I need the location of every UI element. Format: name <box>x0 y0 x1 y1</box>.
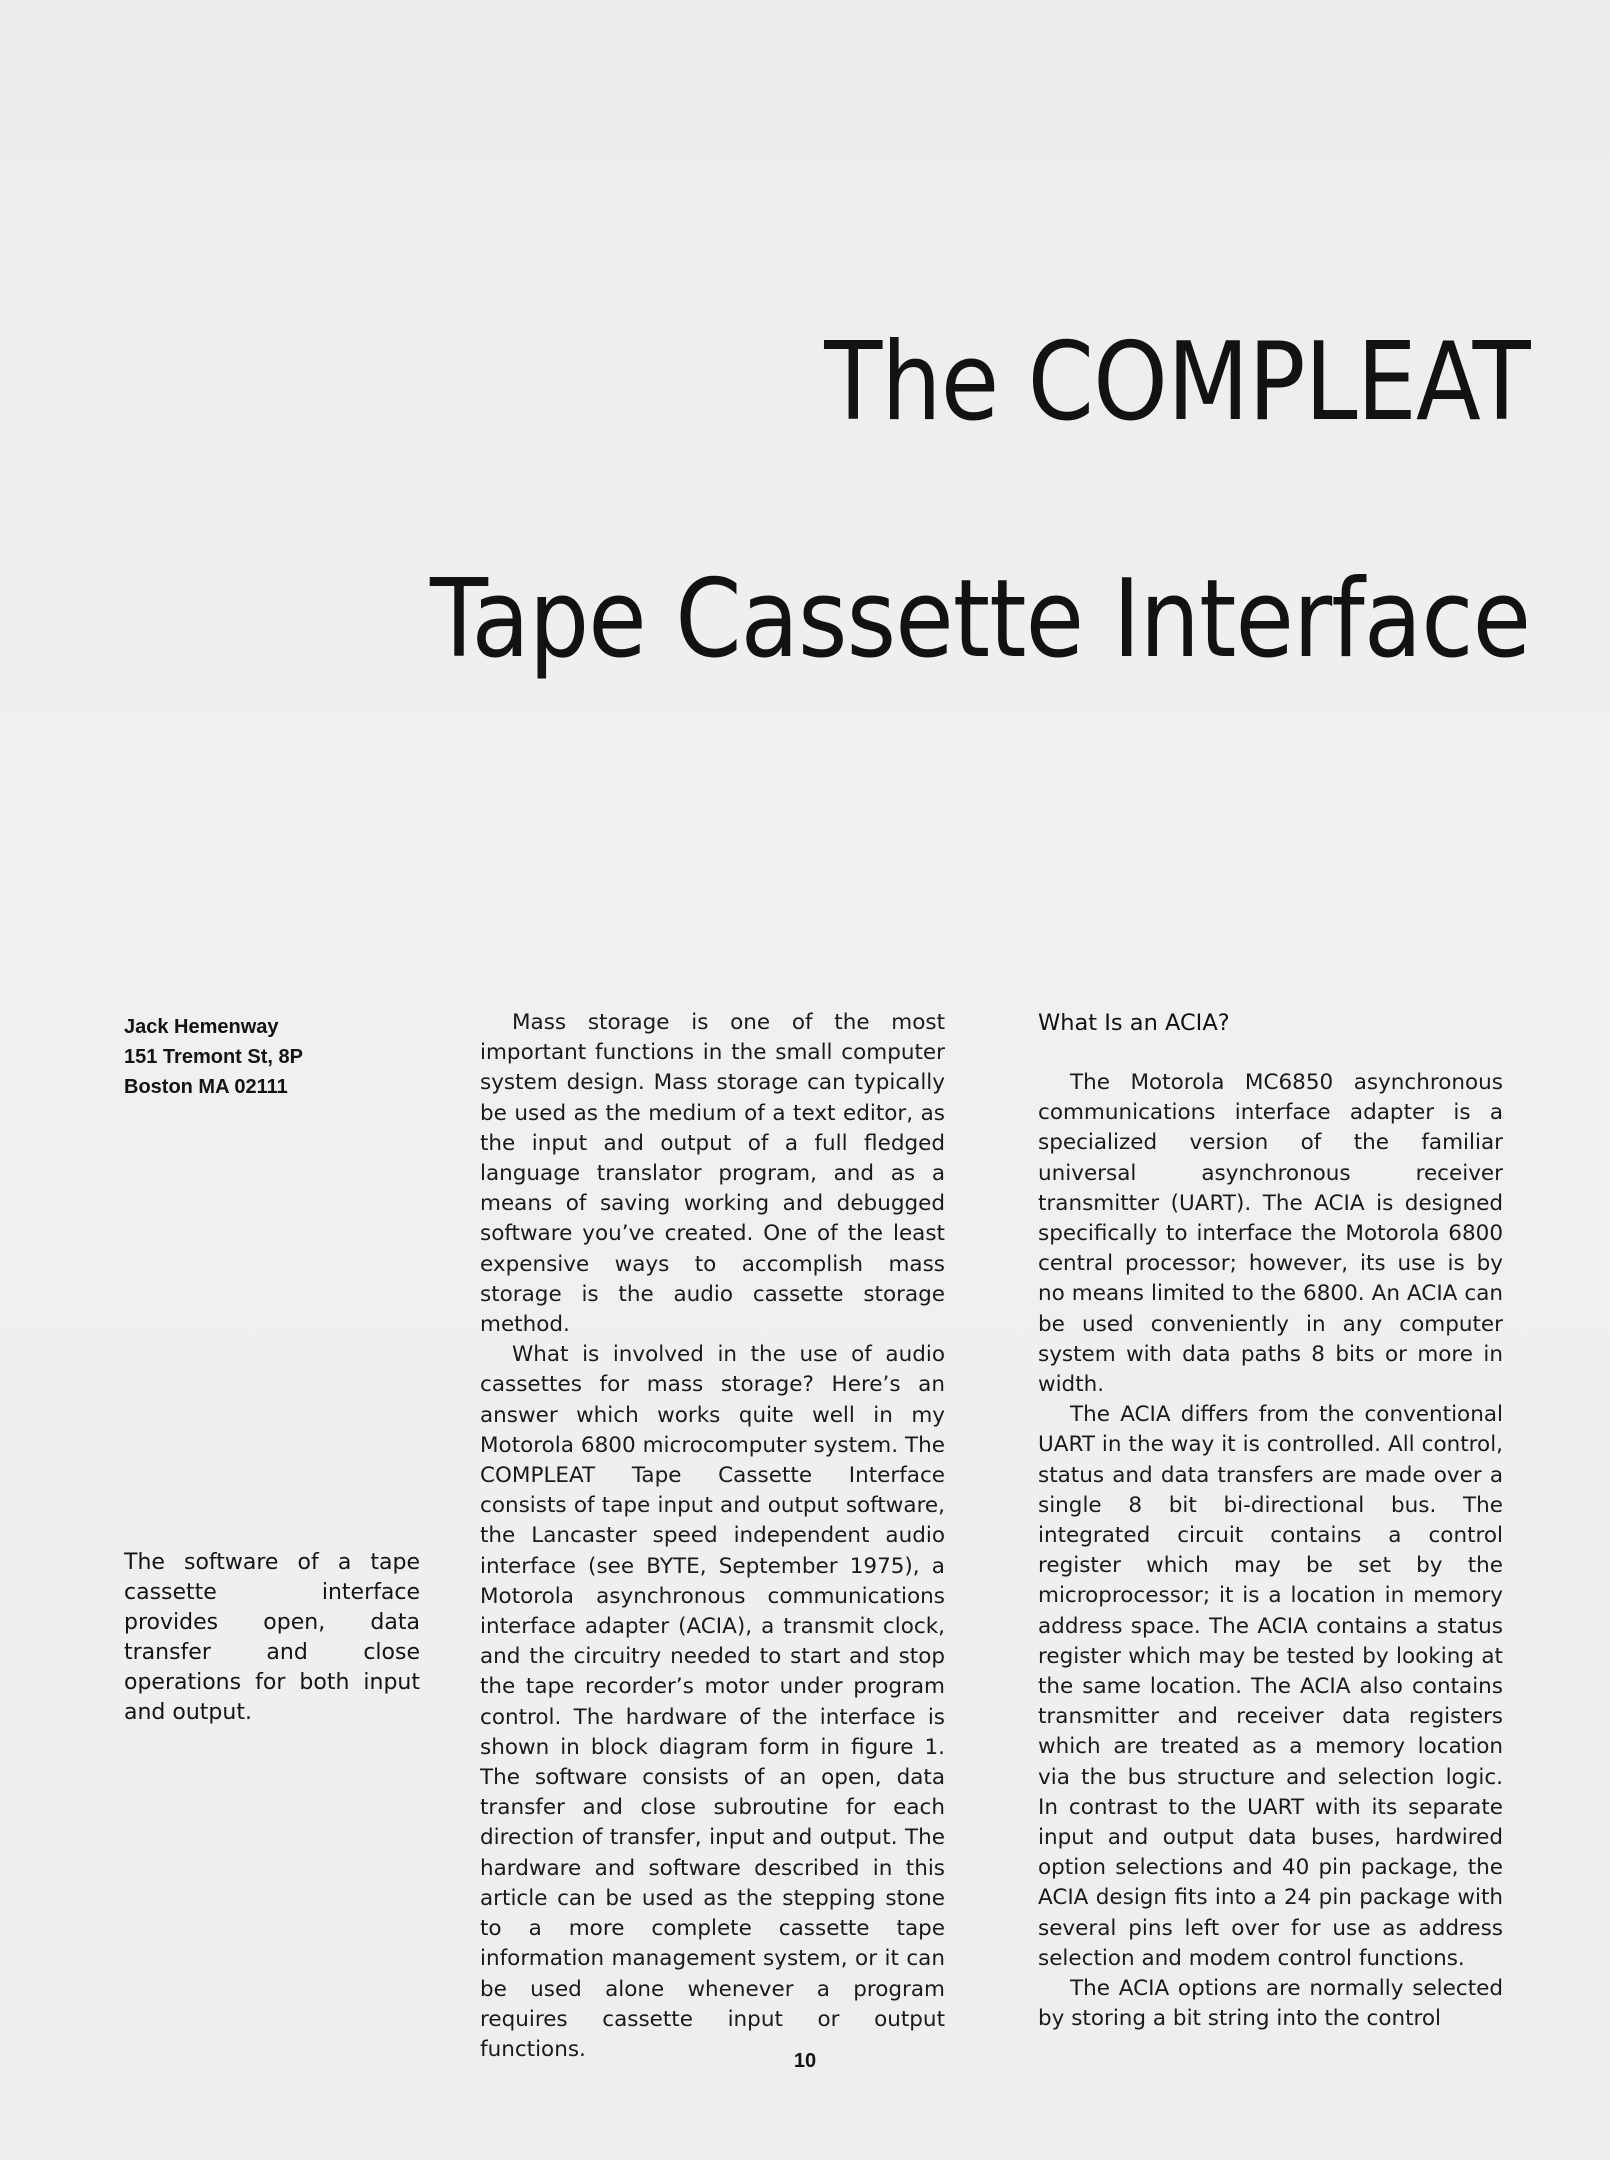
article-title-line-1: The COMPLEAT <box>824 320 1530 445</box>
page-number: 10 <box>793 2050 817 2072</box>
section-heading: What Is an ACIA? <box>1038 1010 1230 1036</box>
body-paragraph: What is involved in the use of audio cassettes for mass storage? Here’s an answer which works quite well in my Motorola 6800 microcomputer system. The COMPLEAT Tape Cassette Interface consists of tape input and output software, the Lancaster speed independent audio interface (see BYTE, September 1975), a Motorola asynchronous communications interface adapter (ACIA), a transmit clock, and the circuitry needed to start and stop the tape recorder’s motor under program control. The hardware of the interface is shown in block diagram form in figure 1. The software consists of an open, data transfer and close subroutine for each direction of transfer, input and output. The hardware and software described in this article can be used as the stepping stone to a more complete cassette tape information management system, or it can be used alone whenever a program requires cassette input or output functions. <box>480 1342 945 2062</box>
author-city: Boston MA 02111 <box>124 1076 288 1098</box>
article-abstract: The software of a tape cassette interface provides open, data transfer and close operations for both input and output. <box>124 1550 420 1725</box>
body-column-2 <box>1038 1008 1503 2035</box>
author-name: Jack Hemenway <box>124 1016 279 1038</box>
article-title-line-2: Tape Cassette Interface <box>429 557 1530 682</box>
author-byline <box>124 1012 424 1102</box>
body-paragraph: The ACIA differs from the conventional UART in the way it is controlled. All control, status and data transfers are made over a single 8 bit bi-directional bus. The integrated circuit contains a control register which may be set by the microprocessor; it is a location in memory address space. The ACIA contains a status register which may be tested by looking at the same location. The ACIA also contains transmitter and receiver data registers which are treated as a memory location via the bus structure and selection logic. In contrast to the UART with its separate input and output data buses, hardwired option selections and 40 pin package, the ACIA design fits into a 24 pin package with several pins left over for use as address selection and modem control functions. <box>1038 1402 1503 1971</box>
author-street: 151 Tremont St, 8P <box>124 1046 303 1068</box>
body-paragraph: The Motorola MC6850 asynchronous communications interface adapter is a specialized version of the familiar universal asynchronous receiver transmitter (UART). The ACIA is designed specifically to interface the Motorola 6800 central processor; however, its use is by no means limited to the 6800. An ACIA can be used conveniently in any computer system with data paths 8 bits or more in width. <box>1038 1070 1503 1398</box>
body-column-1 <box>480 1008 945 2065</box>
body-paragraph: The ACIA options are normally selected by storing a bit string into the control <box>1038 1976 1503 2032</box>
body-paragraph: Mass storage is one of the most important functions in the small computer system design. Mass storage can typically be used as the medium of a text editor, as the input and output of a full fledged language translator program, and as a means of saving working and debugged software you’ve created. One of the least expensive ways to accomplish mass storage is the audio cassette storage method. <box>480 1010 945 1338</box>
